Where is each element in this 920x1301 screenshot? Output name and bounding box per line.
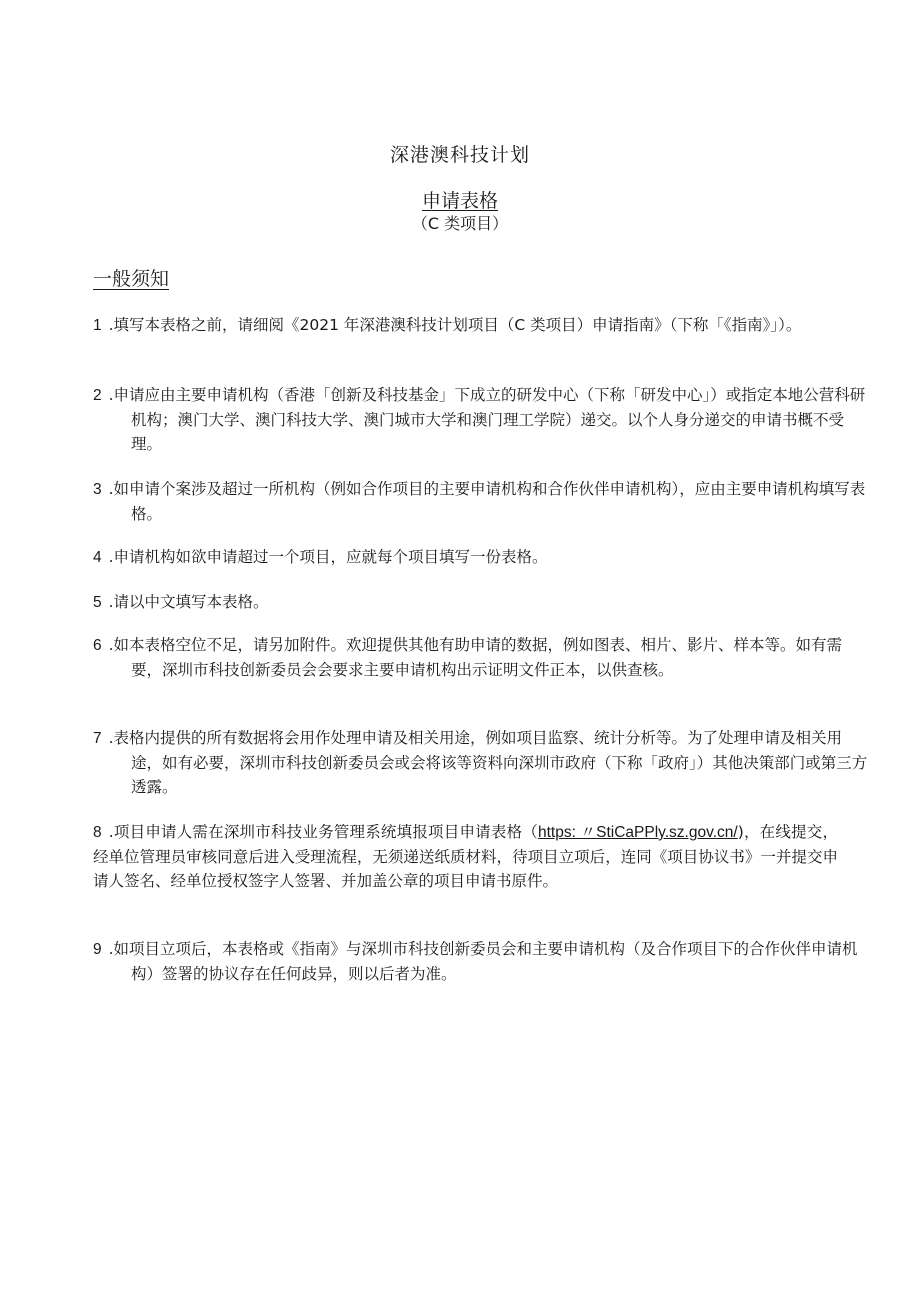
item-number: 9 [93,941,102,958]
notice-item [93,937,871,986]
notice-item [93,633,871,682]
item-number: 6 [93,637,102,654]
item-text-after: )，在线提交，经单位管理员审核同意后进入受理流程，无须递送纸质材料，待项目立项后，连同《项目协议书》一并提交申请人签名、经单位授权签字人签署、并加盖公章的项目申请书原件。 [93,823,838,890]
item-number: 5 [93,594,102,611]
item-text: .如项目立项后，本表格或《指南》与深圳市科技创新委员会和主要申请机构（及合作项目下的合作伙伴申请机构）签署的协议存在任何歧异，则以后者为准。 [108,940,858,983]
item-text: .如申请个案涉及超过一所机构（例如合作项目的主要申请机构和合作伙伴申请机构），应由主要申请机构填写表格。 [108,480,866,523]
notice-item [93,313,871,338]
notice-item [93,590,871,615]
notice-item [93,820,838,893]
item-text: .如本表格空位不足，请另加附件。欢迎提供其他有助申请的数据，例如图表、相片、影片、样本等。如有需要，深圳市科技创新委员会会要求主要申请机构出示证明文件正本，以供查核。 [108,636,842,679]
item-text-before: .项目申请人需在深圳市科技业务管理系统填报项目申请表格（ [108,823,538,841]
item-text: .表格内提供的所有数据将会用作处理申请及相关用途，例如项目监察、统计分析等。为了处理申请及相关用途，如有必要，深圳市科技创新委员会或会将该等资料向深圳市政府（下称「政府」）其他决策部门或第三方透露。 [108,729,868,796]
item-text: .填写本表格之前，请细阅《2021 年深港澳科技计划项目（C 类项目）申请指南》（下称「《指南》」）。 [108,316,802,334]
notice-item [93,477,871,526]
notice-item [93,545,871,570]
item-text: .申请应由主要申请机构（香港「创新及科技基金」下成立的研发中心（下称「研发中心」）或指定本地公营科研机构；澳门大学、澳门科技大学、澳门城市大学和澳门理工学院）递交。以个人身分递交的申请书概不受理。 [108,386,866,453]
form-title-text: 申请表格 [421,190,498,212]
notice-item [93,726,871,799]
item-number: 8 [93,824,102,841]
notice-item [93,383,871,456]
section-heading: 一般须知 [93,268,170,290]
item-number: 4 [93,549,102,566]
item-number: 1 [93,317,102,334]
item-text: .请以中文填写本表格。 [108,593,269,611]
system-link[interactable]: https: 〃StiCaPPly.sz.gov.cn/ [538,824,738,841]
project-category: （C 类项目） [411,214,509,233]
item-number: 2 [93,387,102,404]
item-text: .申请机构如欲申请超过一个项目，应就每个项目填写一份表格。 [108,548,548,566]
program-title: 深港澳科技计划 [389,144,530,166]
form-title [0,186,920,213]
item-number: 3 [93,481,102,498]
item-number: 7 [93,730,102,747]
